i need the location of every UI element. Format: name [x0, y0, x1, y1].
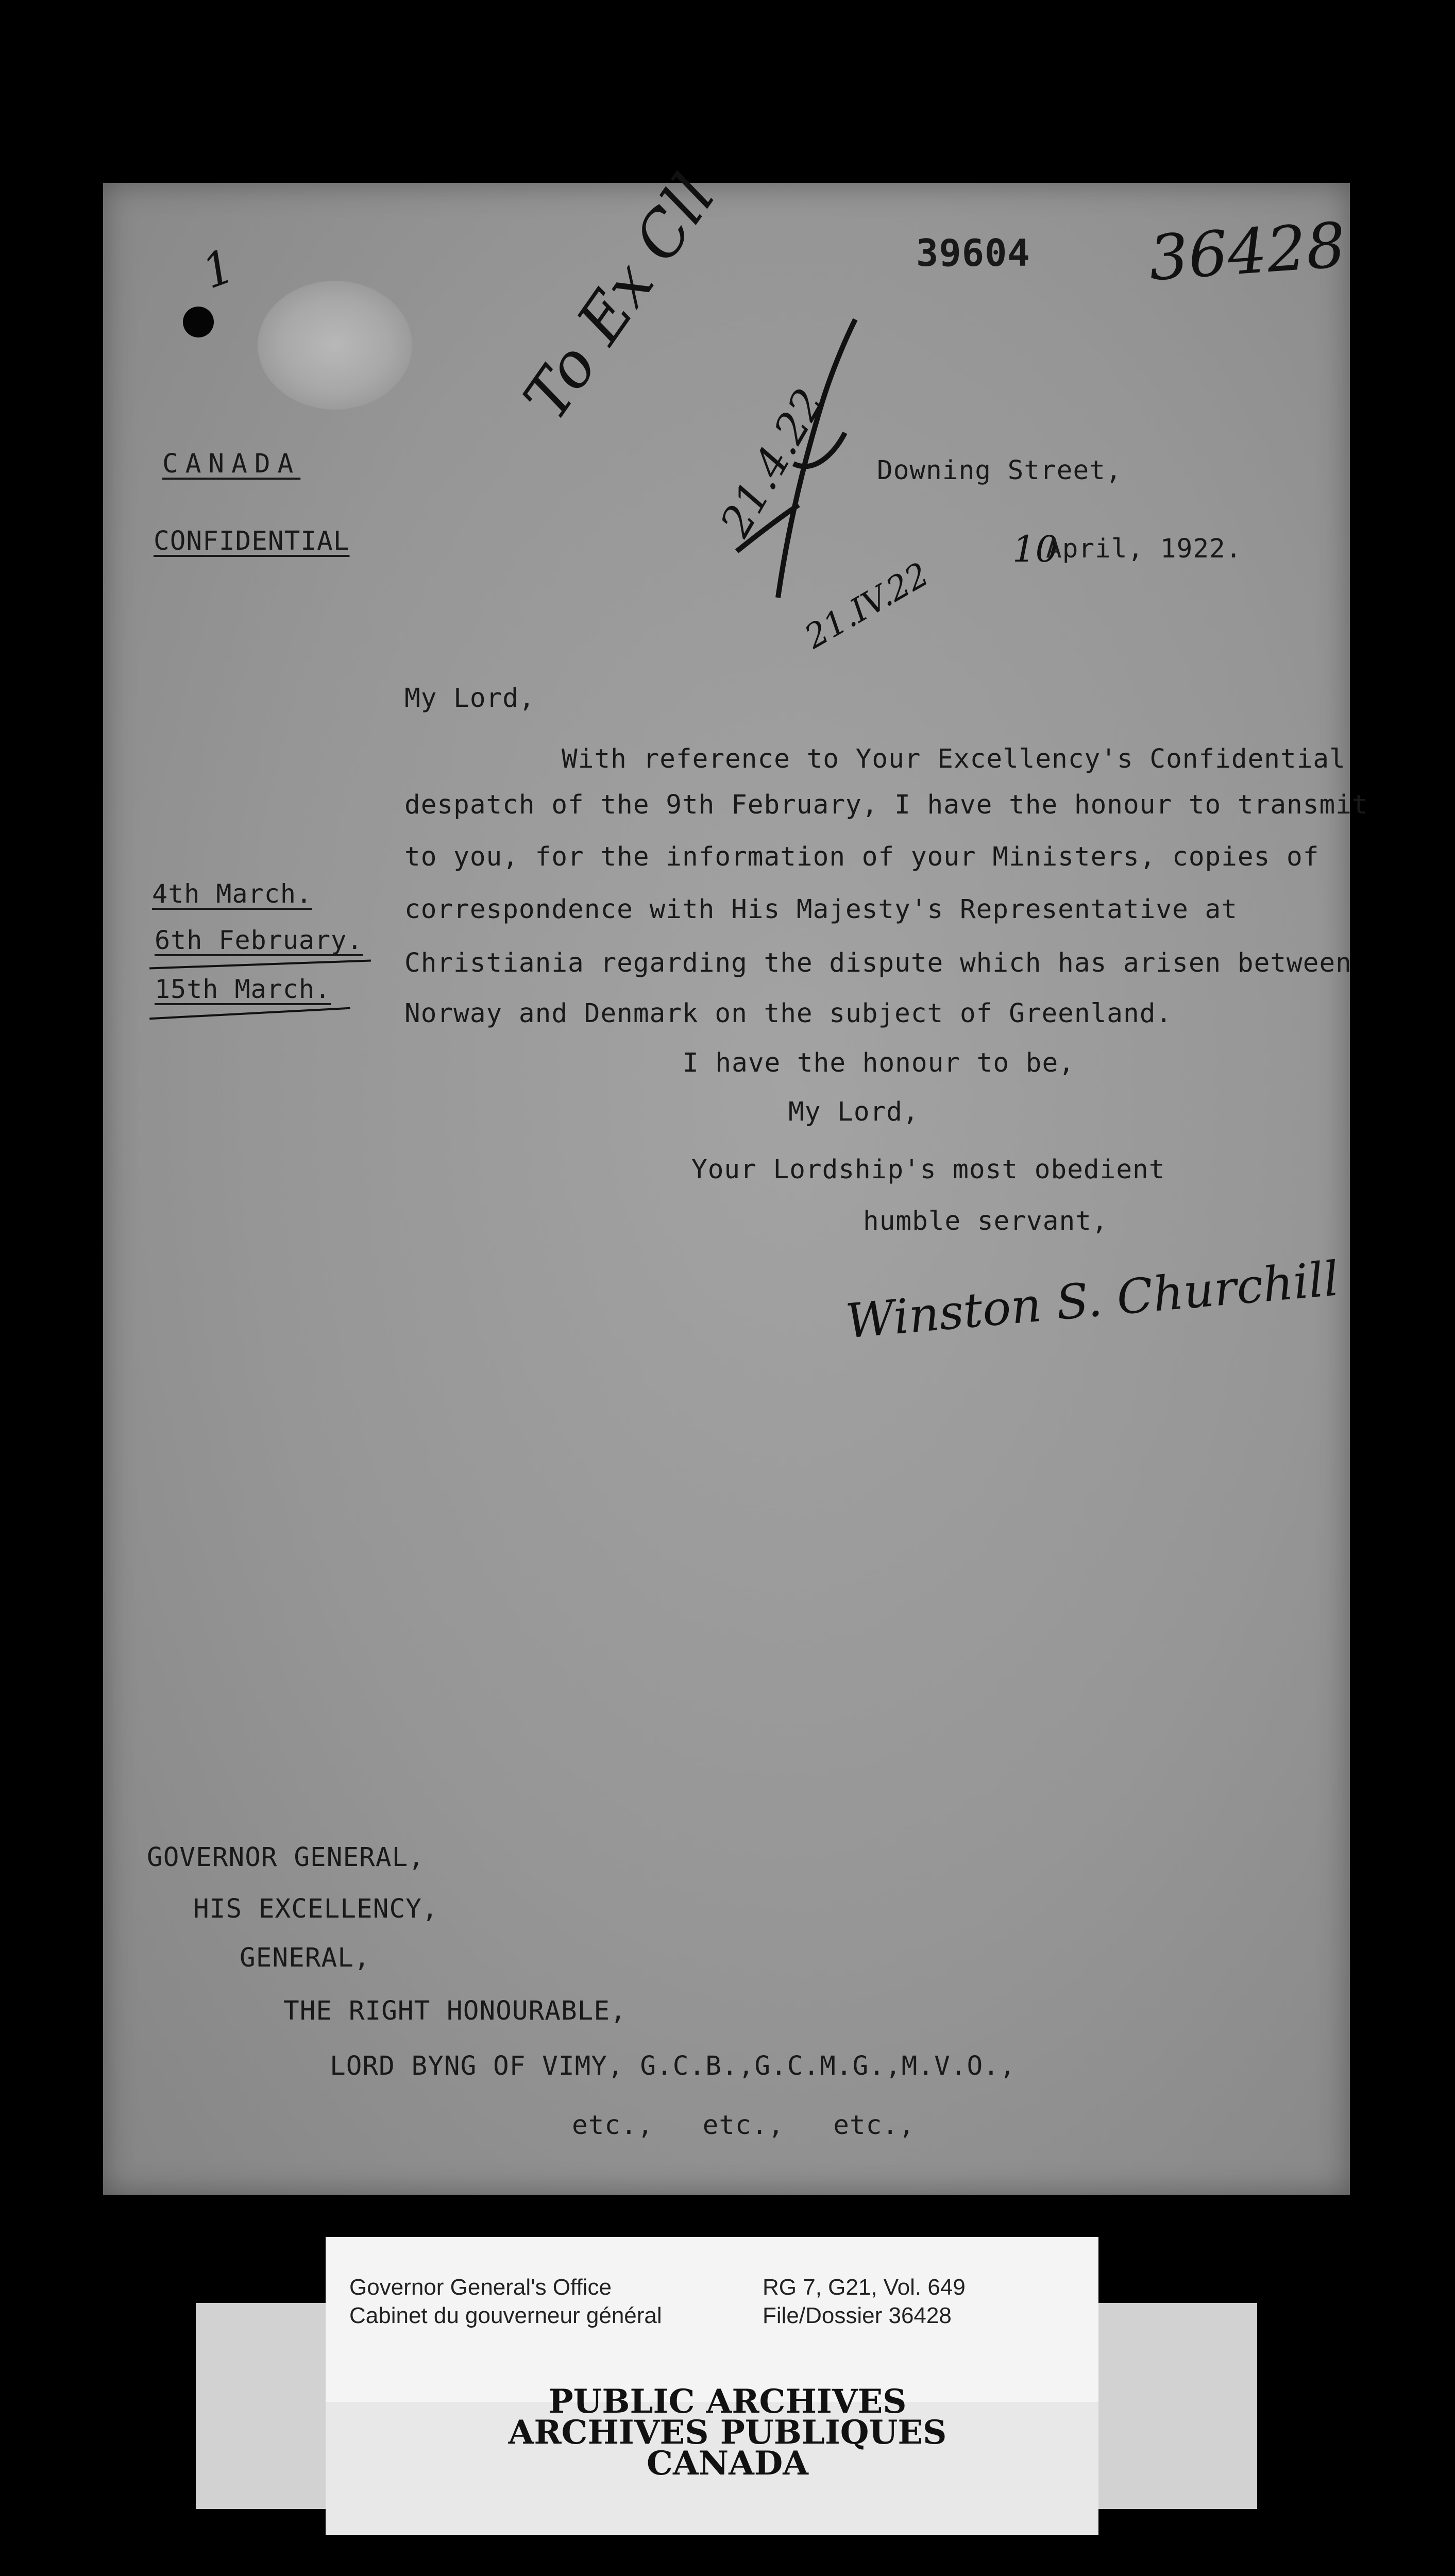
date-day: 10: [1012, 528, 1059, 570]
closing-line: humble servant,: [863, 1206, 1108, 1236]
archive-reference: RG 7, G21, Vol. 649: [763, 2275, 966, 2300]
country-heading: CANADA: [162, 449, 301, 479]
margin-date: 4th March.: [152, 879, 313, 909]
addressee-line: HIS EXCELLENCY,: [193, 1894, 438, 1924]
address: Downing Street,: [877, 455, 1122, 486]
margin-date: 15th March.: [155, 974, 331, 1004]
office-en: Governor General's Office: [349, 2275, 612, 2300]
handwritten-date: 21.4.22: [711, 380, 834, 545]
margin-date: 6th February.: [155, 925, 363, 955]
salutation: My Lord,: [404, 683, 535, 714]
office-fr: Cabinet du gouverneur général: [349, 2303, 662, 2328]
initials-scribble: [716, 309, 881, 629]
archives-title-en: PUBLIC ARCHIVES: [548, 2382, 907, 2421]
embossed-seal: [258, 281, 412, 410]
addressee-line: GENERAL,: [240, 1943, 370, 1973]
classification-heading: CONFIDENTIAL: [154, 526, 350, 556]
corner-mark: 1: [195, 239, 242, 300]
archive-file: File/Dossier 36428: [763, 2303, 952, 2328]
addressee-line: etc., etc., etc.,: [572, 2110, 915, 2141]
archives-title-fr: ARCHIVES PUBLIQUES: [508, 2413, 947, 2452]
body-line: Norway and Denmark on the subject of Greenland.: [404, 998, 1173, 1029]
archives-country: CANADA: [647, 2444, 808, 2483]
stamp-number: 39604: [916, 231, 1030, 275]
file-number: 36428: [1146, 209, 1348, 295]
body-line: despatch of the 9th February, I have the honour to transmit: [404, 790, 1368, 820]
body-line: correspondence with His Majesty's Representative at: [404, 894, 1238, 925]
addressee-line: LORD BYNG OF VIMY, G.C.B.,G.C.M.G.,M.V.O.,: [330, 2051, 1016, 2081]
body-line: With reference to Your Excellency's Confidential: [562, 744, 1346, 774]
closing-line: I have the honour to be,: [683, 1048, 1075, 1078]
ink-blot: [183, 307, 214, 337]
date: April, 1922.: [1046, 534, 1242, 564]
closing-line: Your Lordship's most obedient: [691, 1155, 1165, 1185]
signature: Winston S. Churchill: [843, 1251, 1341, 1349]
handwritten-annotation: To Ex Cll: [510, 162, 730, 433]
handwritten-date-2: 21.IV.22: [799, 555, 936, 657]
body-line: Christiania regarding the dispute which has arisen between: [404, 948, 1352, 978]
closing-line: My Lord,: [788, 1097, 919, 1127]
body-line: to you, for the information of your Ministers, copies of: [404, 842, 1319, 872]
addressee-line: THE RIGHT HONOURABLE,: [283, 1996, 627, 2026]
addressee-line: GOVERNOR GENERAL,: [147, 1842, 425, 1873]
